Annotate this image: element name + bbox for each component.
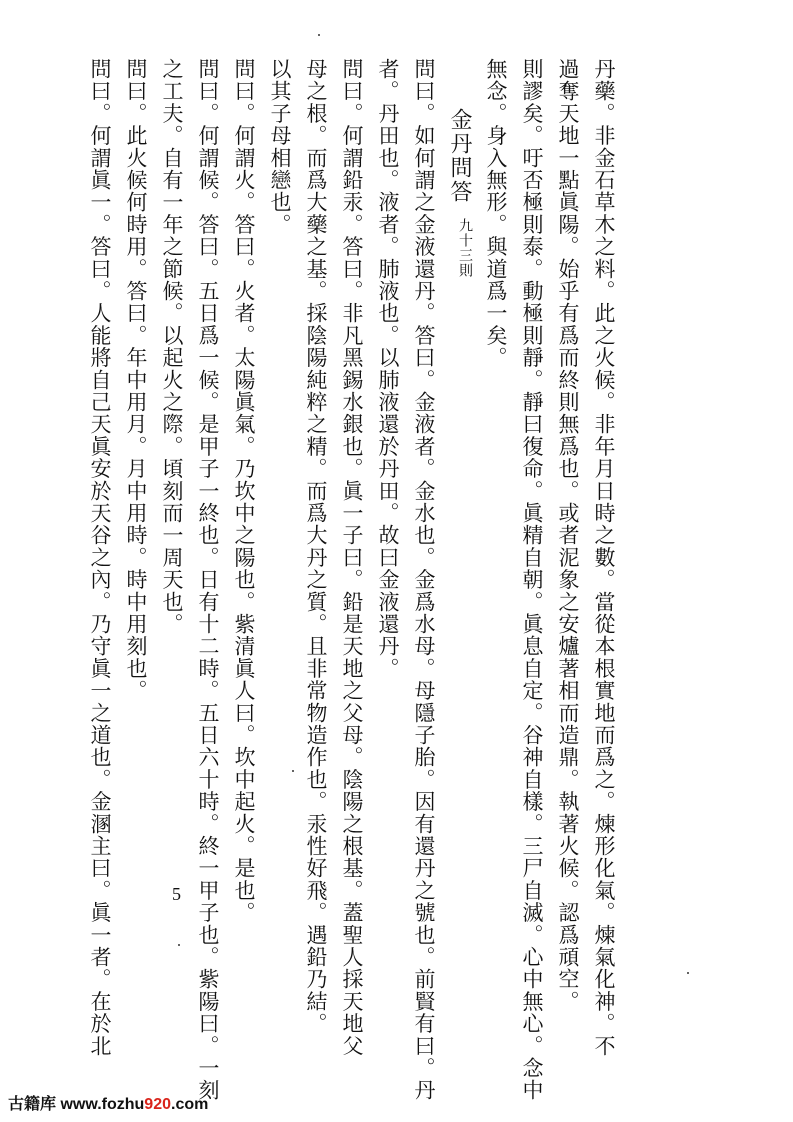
scan-speck bbox=[318, 34, 320, 36]
site-label: 古籍库 www.fozhu bbox=[8, 1096, 145, 1113]
text-column: 問曰。何謂火。答曰。火者。太陽眞氣。乃坎中之陽也。紫清眞人曰。坎中起火。是也。 bbox=[232, 58, 256, 924]
text-column: 問曰。何謂眞一。答曰。人能將自己天眞安於天谷之內。乃守眞一之道也。金溷主曰。眞一者。在於北 bbox=[88, 58, 112, 1057]
section-note: 九十三則 bbox=[457, 218, 473, 278]
text-column: 以其子母相戀也。 bbox=[268, 58, 292, 236]
page-number: 5 bbox=[172, 884, 181, 904]
scan-speck bbox=[687, 972, 689, 974]
text-column: 問曰。此火候何時用。答曰。年中用月。月中用時。時中用刻也。 bbox=[124, 58, 148, 702]
text-column: 過奪天地一點眞陽。始乎有爲而終則無爲也。或者泥象之安爐著相而造鼎。執著火候。認爲頑空。 bbox=[556, 58, 580, 1013]
text-column: 者。丹田也。液者。肺液也。以肺液還於丹田。故曰金液還丹。 bbox=[376, 58, 400, 680]
text-column: 問曰。何謂鉛汞。答曰。非凡黑錫水銀也。眞一子曰。鉛是天地之父母。陰陽之根基。蓋聖人採天地父 bbox=[340, 58, 364, 1057]
site-watermark bbox=[8, 1091, 208, 1114]
site-number: 920 bbox=[144, 1096, 171, 1113]
scan-speck bbox=[178, 944, 180, 946]
text-column: 無念。身入無形。與道爲一矣。 bbox=[484, 58, 508, 369]
scan-speck bbox=[292, 770, 294, 772]
text-column: 母之根。而爲大藥之基。採陰陽純粹之精。而爲大丹之質。且非常物造作也。汞性好飛。遇鉛乃結。 bbox=[304, 58, 328, 1035]
text-column: 丹藥。非金石草木之料。此之火候。非年月日時之數。當從本根實地而爲之。煉形化氣。煉氣化神。不 bbox=[592, 58, 616, 1057]
text-column: 問曰。何謂候。答曰。五日爲一候。是甲子一終也。日有十二時。五日六十時。終一甲子也。紫陽曰。一刻 bbox=[196, 58, 220, 1102]
text-column: 問曰。如何謂之金液還丹。答曰。金液者。金水也。金爲水母。母隱子胎。因有還丹之號也。前賢有曰。丹 bbox=[412, 58, 436, 1102]
text-column: 之工夫。自有一年之節候。以起火之際。頃刻而一周天也。 bbox=[160, 58, 184, 636]
text-column: 則謬矣。吁否極則泰。動極則靜。靜曰復命。眞精自朝。眞息自定。谷神自樣。三尸自滅。心中無心。念中 bbox=[520, 58, 544, 1102]
site-suffix: .com bbox=[171, 1096, 209, 1113]
section-title: 金丹問答 bbox=[447, 108, 472, 204]
